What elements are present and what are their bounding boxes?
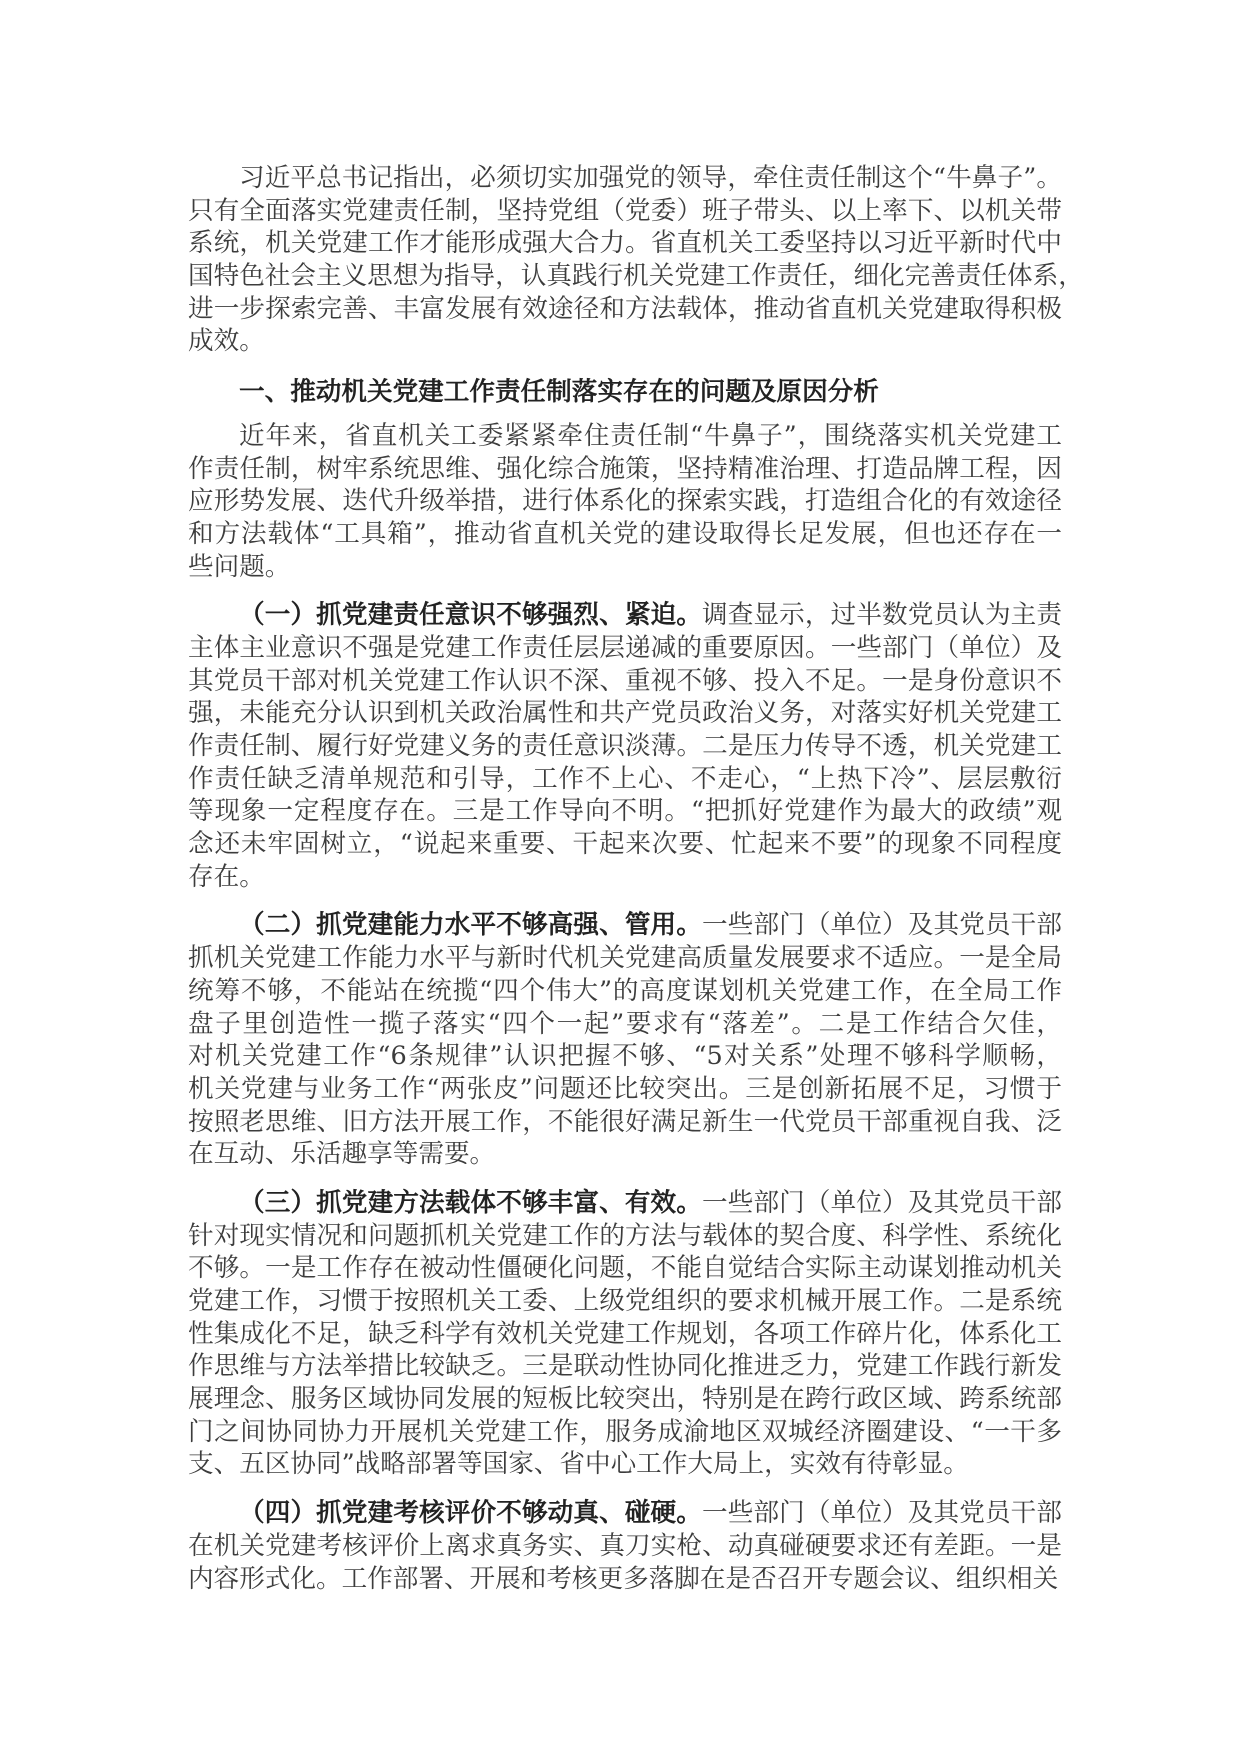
text-line <box>188 730 1062 763</box>
text-line <box>188 551 1062 584</box>
line-text: 和方法载体“工具箱”，推动省直机关党的建设取得长足发展，但也还存在一 <box>188 518 1062 549</box>
line-text: 一些部门（单位）及其党员干部 <box>702 1187 1062 1218</box>
text-line <box>188 1040 1062 1073</box>
line-text: 性集成化不足，缺乏科学有效机关党建工作规划，各项工作碎片化，体系化工 <box>188 1318 1062 1349</box>
text-line <box>188 795 1062 828</box>
numbered-paragraph <box>188 599 1062 893</box>
paragraph-lead-title: （二）抓党建能力水平不够高强、管用。 <box>239 910 702 941</box>
text-line <box>188 1008 1062 1041</box>
line-text: 国特色社会主义思想为指导，认真践行机关党建工作责任，细化完善责任体系， <box>188 261 1084 292</box>
text-line <box>188 1285 1062 1318</box>
line-text: 应形势发展、迭代升级举措，进行体系化的探索实践，打造组合化的有效途径 <box>188 486 1062 517</box>
text-line <box>188 293 1062 326</box>
line-text: 进一步探索完善、丰富发展有效途径和方法载体，推动省直机关党建取得积极 <box>188 293 1062 324</box>
line-text: 存在。 <box>188 861 265 892</box>
line-text: 近年来，省直机关工委紧紧牵住责任制“牛鼻子”，围绕落实机关党建工 <box>239 420 1062 451</box>
line-text: 作思维与方法举措比较缺乏。三是联动性协同化推进乏力，党建工作践行新发 <box>188 1351 1062 1382</box>
text-line <box>188 1416 1062 1449</box>
section-heading <box>188 376 1062 409</box>
text-line <box>188 1073 1062 1106</box>
line-text: 抓机关党建工作能力水平与新时代机关党建高质量发展要求不适应。一是全局 <box>188 943 1062 974</box>
numbered-paragraph <box>188 1187 1062 1481</box>
body-paragraph <box>188 420 1062 583</box>
text-line <box>188 260 1084 293</box>
line-text: 作责任制、履行好党建义务的责任意识淡薄。二是压力传导不透，机关党建工 <box>188 731 1062 761</box>
text-line <box>188 1252 1062 1285</box>
paragraph-lead-title: （四）抓党建考核评价不够动真、碰硬。 <box>239 1498 702 1529</box>
text-line <box>188 518 1062 551</box>
line-text: 一些部门（单位）及其党员干部 <box>702 910 1062 941</box>
text-line <box>188 162 1062 195</box>
line-text: 习近平总书记指出，必须切实加强党的领导，牵住责任制这个“牛鼻子”。 <box>239 163 1062 193</box>
line-text: 针对现实情况和问题抓机关党建工作的方法与载体的契合度、科学性、系统化 <box>188 1220 1062 1251</box>
line-text: 不够。一是工作存在被动性僵硬化问题，不能自觉结合实际主动谋划推动机关 <box>188 1253 1062 1284</box>
line-text: 些问题。 <box>188 551 291 582</box>
text-line <box>188 376 1062 409</box>
text-line <box>188 1448 1062 1481</box>
line-text: 成效。 <box>188 326 265 357</box>
line-text: 念还未牢固树立，“说起来重要、干起来次要、忙起来不要”的现象不同程度 <box>188 829 1062 860</box>
line-text: 在互动、乐活趣享等需要。 <box>188 1139 496 1170</box>
text-line <box>188 632 1062 665</box>
line-text: 机关党建与业务工作“两张皮”问题还比较突出。三是创新拓展不足，习惯于 <box>188 1073 1062 1104</box>
paragraph-lead-title: （三）抓党建方法载体不够丰富、有效。 <box>239 1187 702 1218</box>
document-page <box>188 162 1084 1611</box>
text-line <box>188 909 1062 942</box>
line-text: 内容形式化。工作部署、开展和考核更多落脚在是否召开专题会议、组织相关 <box>188 1563 1059 1594</box>
line-text: 对机关党建工作“6条规律”认识把握不够、“5对关系”处理不够科学顺畅， <box>188 1041 1062 1072</box>
line-text: 调查显示，过半数党员认为主责 <box>702 600 1062 631</box>
line-text: 盘子里创造性一揽子落实“四个一起”要求有“落差”。二是工作结合欠佳， <box>188 1008 1062 1039</box>
line-text: 门之间协同协力开展机关党建工作，服务成渝地区双城经济圈建设、“一干多 <box>188 1416 1062 1447</box>
text-line <box>188 1497 1062 1530</box>
line-text: 支、五区协同”战略部署等国家、省中心工作大局上，实效有待彰显。 <box>188 1449 969 1480</box>
text-line <box>188 1220 1062 1253</box>
line-text: 等现象一定程度存在。三是工作导向不明。“把抓好党建作为最大的政绩”观 <box>188 796 1062 827</box>
line-text: 统筹不够，不能站在统揽“四个伟大”的高度谋划机关党建工作，在全局工作 <box>188 975 1062 1006</box>
text-line <box>188 942 1062 975</box>
line-text: 主体主业意识不强是党建工作责任层层递减的重要原因。一些部门（单位）及 <box>188 632 1062 663</box>
text-line <box>188 1187 1062 1220</box>
line-text: 其党员干部对机关党建工作认识不深、重视不够、投入不足。一是身份意识不 <box>188 665 1062 696</box>
line-text: 在机关党建考核评价上离求真务实、真刀实枪、动真碰硬要求还有差距。一是 <box>188 1530 1062 1561</box>
text-line <box>188 1318 1062 1351</box>
text-line <box>188 453 1062 486</box>
line-text: 展理念、服务区域协同发展的短板比较突出，特别是在跨行政区域、跨系统部 <box>188 1384 1062 1415</box>
text-line <box>188 485 1062 518</box>
text-line <box>188 227 1062 260</box>
text-line <box>188 1106 1062 1139</box>
line-text: 只有全面落实党建责任制，坚持党组（党委）班子带头、以上率下、以机关带 <box>188 195 1062 226</box>
body-paragraph <box>188 162 1084 358</box>
text-line <box>188 599 1062 632</box>
line-text: 党建工作，习惯于按照机关工委、上级党组织的要求机械开展工作。二是系统 <box>188 1286 1062 1316</box>
line-text: 作责任制，树牢系统思维、强化综合施策，坚持精准治理、打造品牌工程，因 <box>188 453 1062 484</box>
text-line <box>188 1383 1062 1416</box>
text-line <box>188 763 1062 796</box>
text-line <box>188 1350 1062 1383</box>
line-text: 按照老思维、旧方法开展工作，不能很好满足新生一代党员干部重视自我、泛 <box>188 1106 1062 1137</box>
text-line <box>188 697 1062 730</box>
text-line <box>188 1563 1062 1596</box>
text-line <box>188 828 1062 861</box>
line-text: 强，未能充分认识到机关政治属性和共产党员政治义务，对落实好机关党建工 <box>188 698 1062 729</box>
numbered-paragraph <box>188 1497 1062 1595</box>
line-text: 一、推动机关党建工作责任制落实存在的问题及原因分析 <box>239 377 879 408</box>
paragraph-lead-title: （一）抓党建责任意识不够强烈、紧迫。 <box>239 600 702 631</box>
text-line <box>188 195 1062 228</box>
line-text: 一些部门（单位）及其党员干部 <box>702 1498 1062 1529</box>
text-line <box>188 861 1062 894</box>
text-line <box>188 975 1062 1008</box>
text-line <box>188 420 1062 453</box>
line-text: 系统，机关党建工作才能形成强大合力。省直机关工委坚持以习近平新时代中 <box>188 228 1062 259</box>
text-line <box>188 1138 1062 1171</box>
line-text: 作责任缺乏清单规范和引导，工作不上心、不走心，“上热下冷”、层层敷衍 <box>188 763 1062 794</box>
numbered-paragraph <box>188 909 1062 1171</box>
text-line <box>188 665 1062 698</box>
text-line <box>188 325 1062 358</box>
text-line <box>188 1530 1062 1563</box>
